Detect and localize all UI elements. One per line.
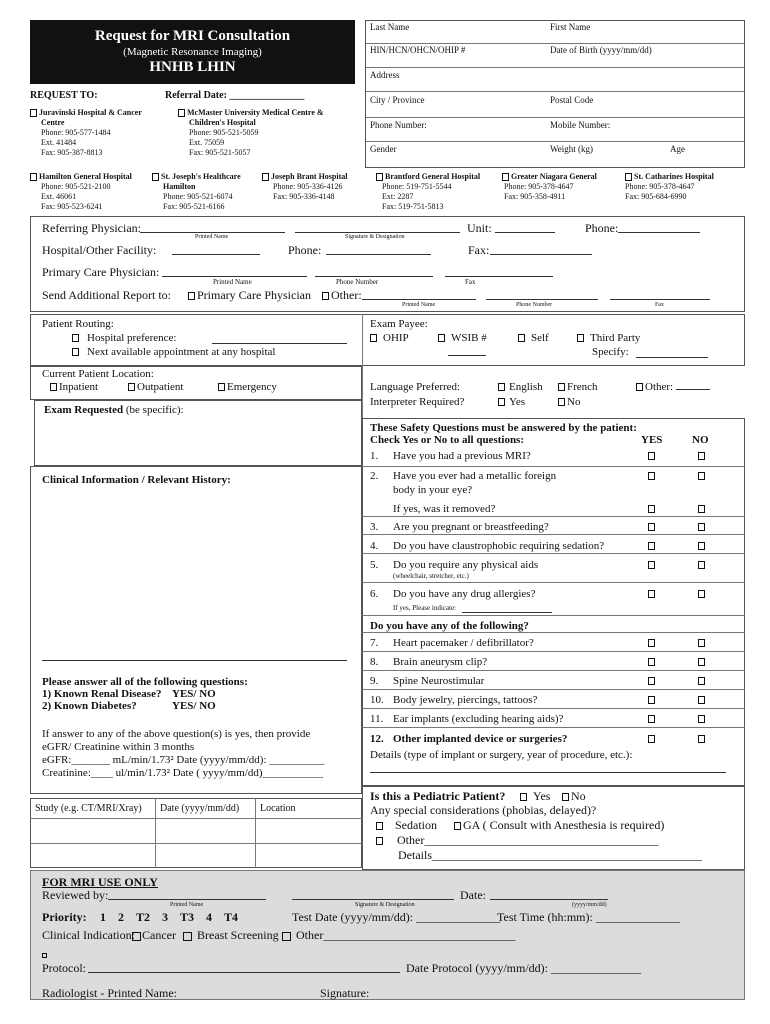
date-header: Date (yyyy/mm/dd) [160, 803, 240, 814]
yes-checkbox[interactable] [648, 735, 655, 743]
question-number: 4. [370, 540, 379, 552]
checkbox[interactable] [502, 173, 509, 181]
yes-checkbox[interactable] [648, 658, 655, 666]
protocol-label: Protocol: [42, 961, 86, 975]
safety-subtext: (wheelchair, stretcher, etc.) [393, 572, 469, 580]
radiologist-label: Radiologist - Printed Name: [42, 986, 177, 1000]
yes-checkbox[interactable] [648, 505, 655, 513]
test-time-field[interactable]: Test Time (hh:mm): ______________ [497, 910, 680, 924]
priority-label: Priority: [42, 910, 87, 924]
referring-physician-label: Referring Physician: [42, 221, 141, 235]
referring-signature-line[interactable] [295, 232, 460, 233]
form-title: Request for MRI Consultation [94, 28, 291, 44]
renal-a2[interactable]: YES/ NO [172, 700, 216, 712]
mri-date-label: Date: [460, 888, 486, 902]
payee-self[interactable]: Self [518, 332, 549, 344]
specify-label: Specify: [592, 346, 629, 358]
checkbox[interactable] [558, 398, 565, 406]
payee-title: Exam Payee: [370, 318, 428, 330]
primary-name-line[interactable] [162, 276, 307, 277]
any-following: Do you have any of the following? [370, 620, 529, 632]
reviewed-sig-line[interactable] [292, 899, 454, 900]
other-fax-line[interactable] [610, 299, 710, 300]
safety-question-q3: Are you pregnant or breastfeeding? [393, 521, 549, 533]
unit-line[interactable] [495, 232, 555, 233]
hospital-st-josephs[interactable]: St. Joseph's Healthcare Hamilton Phone: 905-521-6074 Fax: 905-521-6166 [152, 172, 262, 212]
payee-third-party[interactable]: Third Party [577, 332, 640, 344]
checkbox[interactable] [183, 932, 192, 941]
language-english[interactable]: English [498, 381, 543, 393]
checkbox[interactable] [262, 173, 269, 181]
renal-note1: If answer to any of the above question(s) is yes, then provide [42, 728, 311, 740]
checkbox[interactable] [520, 793, 527, 801]
other-option-ped[interactable]: Other_______________________________________ [376, 833, 658, 848]
request-to-label: REQUEST TO: [30, 90, 98, 101]
address-field[interactable]: Address [370, 70, 400, 80]
safety-question-q10: Body jewelry, piercings, tattoos? [393, 694, 538, 706]
postal-field[interactable]: Postal Code [550, 95, 594, 105]
checkbox[interactable] [376, 173, 383, 181]
gender-field[interactable]: Gender [370, 144, 397, 154]
hospital-st-catharines[interactable]: St. Catharines Hospital Phone: 905-378-4647 Fax: 905-684-6990 [625, 172, 714, 201]
checkbox[interactable] [577, 334, 584, 342]
interpreter-label: Interpreter Required? [370, 396, 465, 408]
pediatric-yes[interactable]: Yes [520, 789, 550, 804]
other-name-line[interactable] [362, 299, 476, 300]
safety-title2: Check Yes or No to all questions: [370, 434, 525, 446]
checkbox[interactable] [376, 822, 383, 830]
checkbox[interactable] [498, 398, 505, 406]
special-considerations: Any special considerations (phobias, delayed)? [370, 803, 597, 817]
location-outpatient[interactable]: Outpatient [128, 381, 183, 393]
header-box [30, 20, 355, 84]
clinical-indication-label: Clinical Indication: [42, 928, 135, 942]
yes-checkbox[interactable] [648, 590, 655, 598]
yes-checkbox[interactable] [648, 639, 655, 647]
other-option[interactable]: Other: [322, 288, 362, 303]
checkbox[interactable] [370, 334, 377, 342]
referring-name-line[interactable] [140, 232, 285, 233]
checkbox[interactable] [132, 932, 141, 941]
primary-physician-label: Primary Care Physician: [42, 265, 160, 279]
safety-question-q5: Do you require any physical aids [393, 559, 539, 571]
yes-header: YES [641, 434, 663, 446]
location-header: Location [260, 803, 296, 814]
no-checkbox[interactable] [698, 561, 705, 569]
safety-question-q4: Do you have claustrophobic requiring sedation? [393, 540, 605, 552]
safety-question-q7: Heart pacemaker / defibrillator? [393, 637, 534, 649]
question-number: 8. [370, 656, 379, 668]
renal-note2: eGFR/ Creatinine within 3 months [42, 741, 195, 753]
creatinine-field[interactable]: Creatinine:____ ul/min/1.73² Date ( yyyy/mm/dd)___________ [42, 767, 324, 779]
mri-date-line[interactable] [490, 899, 608, 900]
printed-name2-caption: Printed Name [213, 278, 252, 286]
other-phone-line[interactable] [486, 299, 598, 300]
renal-q2: 2) Known Diabetes? [42, 700, 137, 712]
safety-question-q2a: Have you ever had a metallic foreign [393, 470, 557, 482]
phone-number-caption: Phone Number [336, 278, 379, 286]
checkbox[interactable] [282, 932, 291, 941]
checkbox[interactable] [636, 383, 643, 391]
city-field[interactable]: City / Province [370, 95, 425, 105]
payee-ohip[interactable]: OHIP [370, 332, 409, 344]
renal-title: Please answer all of the following questions: [42, 676, 248, 688]
dob-field[interactable]: Date of Birth (yyyy/mm/dd) [550, 45, 652, 55]
question-number: 12. [370, 733, 384, 745]
language-french[interactable]: French [558, 381, 598, 393]
no-checkbox[interactable] [698, 735, 705, 743]
hospital-joseph-brant[interactable]: Joseph Brant Hospital Phone: 905-336-4126 Fax: 905-336-4148 [262, 172, 372, 202]
checkbox[interactable] [50, 383, 57, 391]
first-name-field[interactable]: First Name [550, 22, 591, 32]
safety-title1: These Safety Questions must be answered by the patient: [370, 422, 637, 434]
language-other[interactable]: Other: [636, 381, 710, 393]
location-emergency[interactable]: Emergency [218, 381, 277, 393]
pediatric-no[interactable]: No [562, 789, 586, 804]
yes-checkbox[interactable] [648, 696, 655, 704]
lhin-label: HNHB LHIN [149, 59, 236, 75]
checkbox[interactable] [72, 348, 79, 356]
routing-title: Patient Routing: [42, 318, 114, 330]
no-checkbox[interactable] [698, 590, 705, 598]
question-number: 2. [370, 470, 379, 482]
yes-checkbox[interactable] [648, 561, 655, 569]
no-checkbox[interactable] [698, 677, 705, 685]
yes-checkbox[interactable] [648, 677, 655, 685]
priority-options[interactable]: 1 2 T2 3 T3 4 T4 [100, 910, 239, 924]
yes-checkbox[interactable] [648, 715, 655, 723]
last-name-field[interactable]: Last Name [370, 22, 410, 32]
renal-q1: 1) Known Renal Disease? [42, 688, 162, 700]
primary-phone-line[interactable] [315, 276, 433, 277]
sig-caption2: Signature & Designation [355, 902, 415, 908]
safety-question-q11: Ear implants (excluding hearing aids)? [393, 713, 564, 725]
checkbox[interactable] [518, 334, 525, 342]
mobile-field[interactable]: Mobile Number: [550, 120, 611, 130]
checkbox[interactable] [188, 292, 195, 300]
question-number: 6. [370, 588, 379, 600]
safety-question-q12: Other implanted device or surgeries? [393, 733, 568, 745]
payee-wsib[interactable]: WSIB # [438, 332, 487, 344]
phone-field[interactable]: Phone Number: [370, 120, 427, 130]
hospital-mcmaster[interactable]: McMaster University Medical Centre & Children's Hospital Phone: 905-521-5059 Ext. 75059 Fax: 905-521-5057 [178, 108, 358, 158]
allergy-line[interactable] [462, 612, 552, 613]
hospital-greater-niagara[interactable]: Greater Niagara General Phone: 905-378-4647 Fax: 905-358-4911 [504, 172, 597, 201]
no-header: NO [692, 434, 709, 446]
checkbox[interactable] [30, 109, 37, 117]
checkbox[interactable] [72, 334, 79, 342]
weight-field[interactable]: Weight (kg) [550, 144, 594, 154]
yyyy-caption: (yyyy/mm/dd) [572, 902, 607, 908]
checkbox[interactable] [558, 383, 565, 391]
no-checkbox[interactable] [698, 472, 705, 480]
checkbox[interactable] [498, 383, 505, 391]
checkbox[interactable] [625, 173, 632, 181]
location-inpatient[interactable]: Inpatient [50, 381, 98, 393]
interpreter-no[interactable]: No [558, 396, 580, 408]
checkbox[interactable] [42, 953, 47, 958]
indication-breast[interactable]: Breast Screening [183, 928, 279, 943]
phone2-label: Phone: [288, 243, 322, 257]
safety-question-q1: Have you had a previous MRI? [393, 450, 531, 462]
checkbox[interactable] [454, 822, 461, 830]
safety-question-q6: Do you have any drug allergies? [393, 588, 536, 600]
hospital-juravinski[interactable]: Juravinski Hospital & Cancer Centre Phone: 905-577-1484 Ext. 41484 Fax: 905-387-8813 [30, 108, 165, 158]
safety-subtext: If yes, Please indicate: [393, 604, 456, 612]
checkbox[interactable] [152, 173, 159, 181]
hospital-brantford[interactable]: Brantford General Hospital Phone: 519-751-5544 Ext: 2287 Fax: 519-751-5813 [376, 172, 501, 212]
question-number: 10. [370, 694, 384, 706]
phone2-line[interactable] [326, 254, 431, 255]
no-checkbox[interactable] [698, 452, 705, 460]
question-number: 7. [370, 637, 379, 649]
send-report-label: Send Additional Report to: [42, 288, 171, 302]
specify-line[interactable] [636, 357, 708, 358]
form-subtitle: (Magnetic Resonance Imaging) [123, 46, 262, 58]
checkbox[interactable] [438, 334, 445, 342]
no-checkbox[interactable] [698, 658, 705, 666]
unit-label: Unit: [467, 221, 492, 235]
no-checkbox[interactable] [698, 715, 705, 723]
printed-name-caption: Printed Name [195, 234, 229, 240]
routing-next-available[interactable]: Next available appointment at any hospital [72, 346, 275, 358]
phone-number2-caption: Phone Number [516, 302, 553, 308]
egfr-field[interactable]: eGFR:_______ mL/min/1.73² Date (yyyy/mm/dd): __________ [42, 754, 325, 766]
ga-option[interactable]: GA ( Consult with Anesthesia is required) [454, 818, 664, 833]
date-protocol-field[interactable]: Date Protocol (yyyy/mm/dd): _______________ [406, 961, 641, 975]
fax-label: Fax: [468, 243, 490, 257]
language-label: Language Preferred: [370, 381, 461, 393]
mri-use-title: FOR MRI USE ONLY [42, 875, 158, 889]
phone-label: Phone: [585, 221, 619, 235]
checkbox[interactable] [30, 173, 37, 181]
safety-subtext: body in your eye? [393, 484, 473, 496]
reviewed-name-line[interactable] [108, 899, 266, 900]
no-checkbox[interactable] [698, 696, 705, 704]
sedation-option[interactable]: Sedation [376, 818, 437, 833]
checkbox[interactable] [128, 383, 135, 391]
primary-care-option[interactable]: Primary Care Physician [188, 288, 311, 303]
clinical-title: Clinical Information / Relevant History: [42, 474, 231, 486]
protocol-line[interactable] [88, 972, 400, 973]
printed-name3-caption: Printed Name [402, 302, 436, 308]
wsib-line[interactable] [448, 355, 486, 356]
hospital-pref-line[interactable] [212, 343, 347, 344]
location-title: Current Patient Location: [42, 368, 154, 380]
renal-a1[interactable]: YES/ NO [172, 688, 216, 700]
details-label: Details (type of implant or surgery, year of procedure, etc.): [370, 749, 633, 761]
fax3-caption: Fax [655, 302, 664, 308]
indication-cancer[interactable]: Cancer [132, 928, 176, 943]
sig-caption: Signature & Designation [345, 234, 405, 240]
routing-hospital-pref[interactable]: Hospital preference: [72, 332, 176, 344]
safety-question-q8: Brain aneurysm clip? [393, 656, 488, 668]
primary-fax-line[interactable] [445, 276, 553, 277]
hospital-facility-label: Hospital/Other Facility: [42, 243, 157, 257]
checkbox[interactable] [178, 109, 185, 117]
no-checkbox[interactable] [698, 523, 705, 531]
fax2-caption: Fax [465, 278, 476, 286]
signature-label: Signature: [320, 986, 370, 1000]
yes-checkbox[interactable] [648, 523, 655, 531]
no-checkbox[interactable] [698, 505, 705, 513]
printed-caption: Printed Name [170, 902, 204, 908]
question-number: 3. [370, 521, 379, 533]
yes-checkbox[interactable] [648, 542, 655, 550]
question-number: 11. [370, 713, 384, 725]
yes-checkbox[interactable] [648, 472, 655, 480]
question-number: 5. [370, 559, 379, 571]
no-checkbox[interactable] [698, 639, 705, 647]
interpreter-yes[interactable]: Yes [498, 396, 525, 408]
no-checkbox[interactable] [698, 542, 705, 550]
question-number: 9. [370, 675, 379, 687]
test-date-field[interactable]: Test Date (yyyy/mm/dd): ______________ [292, 910, 501, 924]
details-field[interactable]: Details_____________________________________________ [398, 848, 702, 862]
checkbox[interactable] [322, 292, 329, 300]
study-header: Study (e.g. CT/MRI/Xray) [35, 803, 142, 814]
reviewed-by-label: Reviewed by: [42, 888, 109, 902]
phone-line[interactable] [618, 232, 700, 233]
checkbox[interactable] [376, 837, 383, 845]
safety-question-q2c: If yes, was it removed? [393, 503, 496, 515]
facility-line[interactable] [172, 254, 260, 255]
pediatric-question: Is this a Pediatric Patient? [370, 789, 506, 803]
hospital-hamilton-general[interactable]: Hamilton General Hospital Phone: 905-521-2100 Ext. 46061 Fax: 905-523-6241 [30, 172, 150, 212]
exam-requested-label: Exam Requested (be specific): [44, 404, 184, 416]
checkbox[interactable] [218, 383, 225, 391]
checkbox[interactable] [562, 793, 569, 801]
question-number: 1. [370, 450, 379, 462]
hin-field[interactable]: HIN/HCN/OHCN/OHIP # [370, 45, 466, 55]
age-field[interactable]: Age [670, 144, 685, 154]
referral-date[interactable]: Referral Date: _______________ [165, 90, 305, 101]
yes-checkbox[interactable] [648, 452, 655, 460]
fax-line[interactable] [490, 254, 592, 255]
indication-other[interactable]: Other________________________________ [282, 928, 515, 943]
safety-question-q9: Spine Neurostimular [393, 675, 485, 687]
